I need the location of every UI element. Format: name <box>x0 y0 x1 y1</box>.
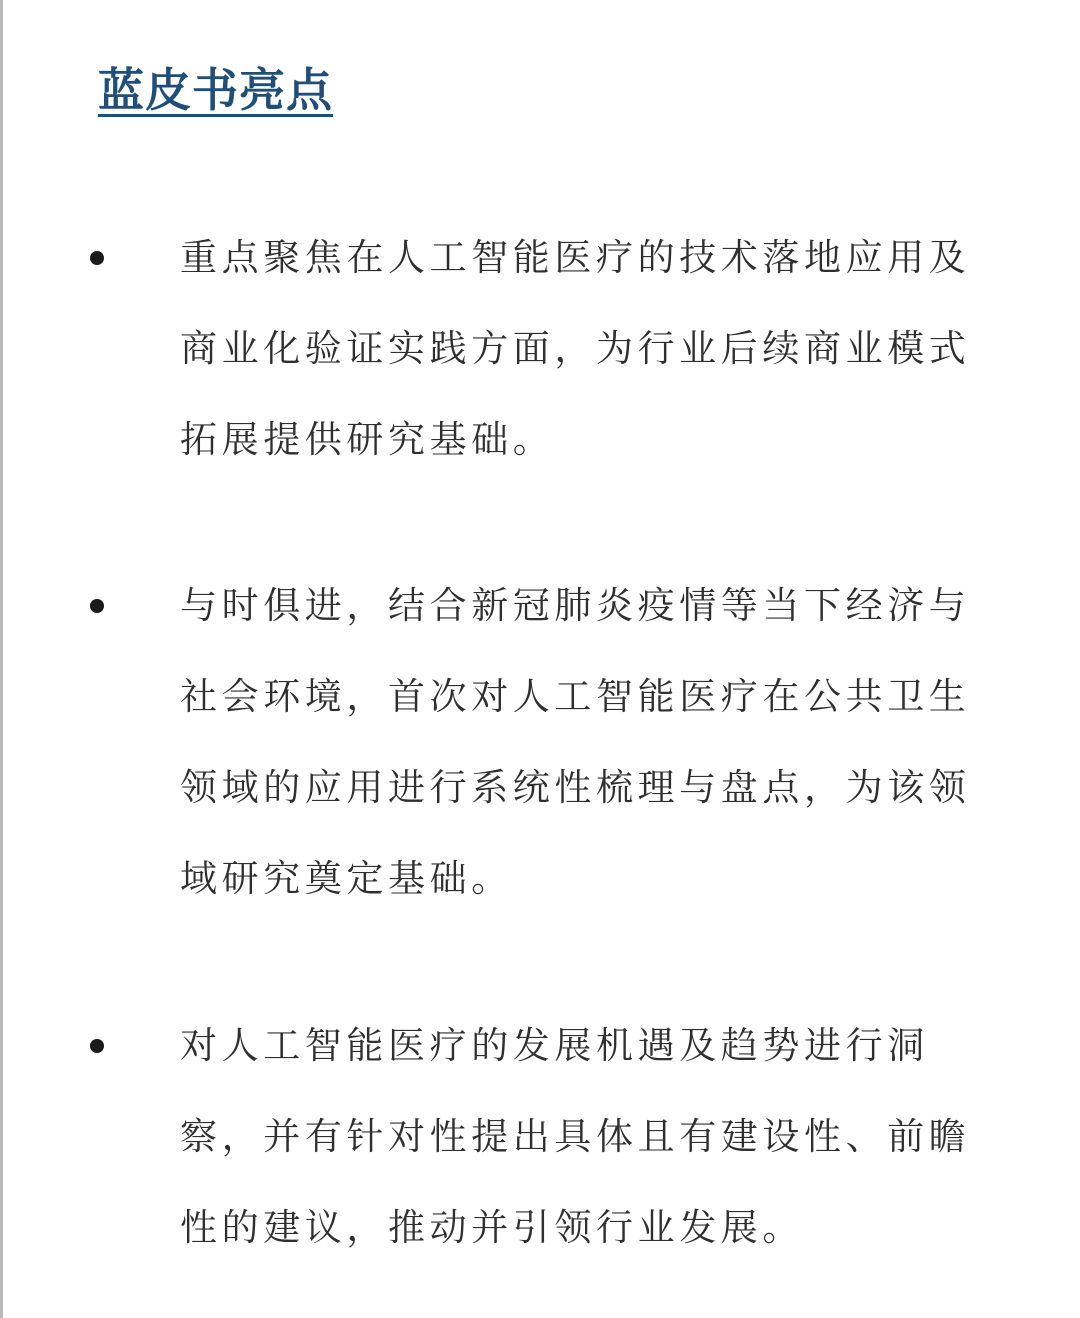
bullet-icon <box>90 1039 104 1053</box>
list-item-text: 对人工智能医疗的发展机遇及趋势进行洞察，并有针对性提出具体且有建设性、前瞻性的建议，推动并引领行业发展。 <box>180 1024 971 1249</box>
bullet-icon <box>90 251 104 265</box>
page-title: 蓝皮书亮点 <box>98 63 333 117</box>
bullet-icon <box>90 599 104 613</box>
page-left-border <box>0 0 3 1318</box>
list-item-text: 与时俱进，结合新冠肺炎疫情等当下经济与社会环境，首次对人工智能医疗在公共卫生领域的应用进行系统性梳理与盘点，为该领域研究奠定基础。 <box>180 584 971 900</box>
list-item-text: 重点聚焦在人工智能医疗的技术落地应用及商业化验证实践方面，为行业后续商业模式拓展提供研究基础。 <box>180 236 971 461</box>
